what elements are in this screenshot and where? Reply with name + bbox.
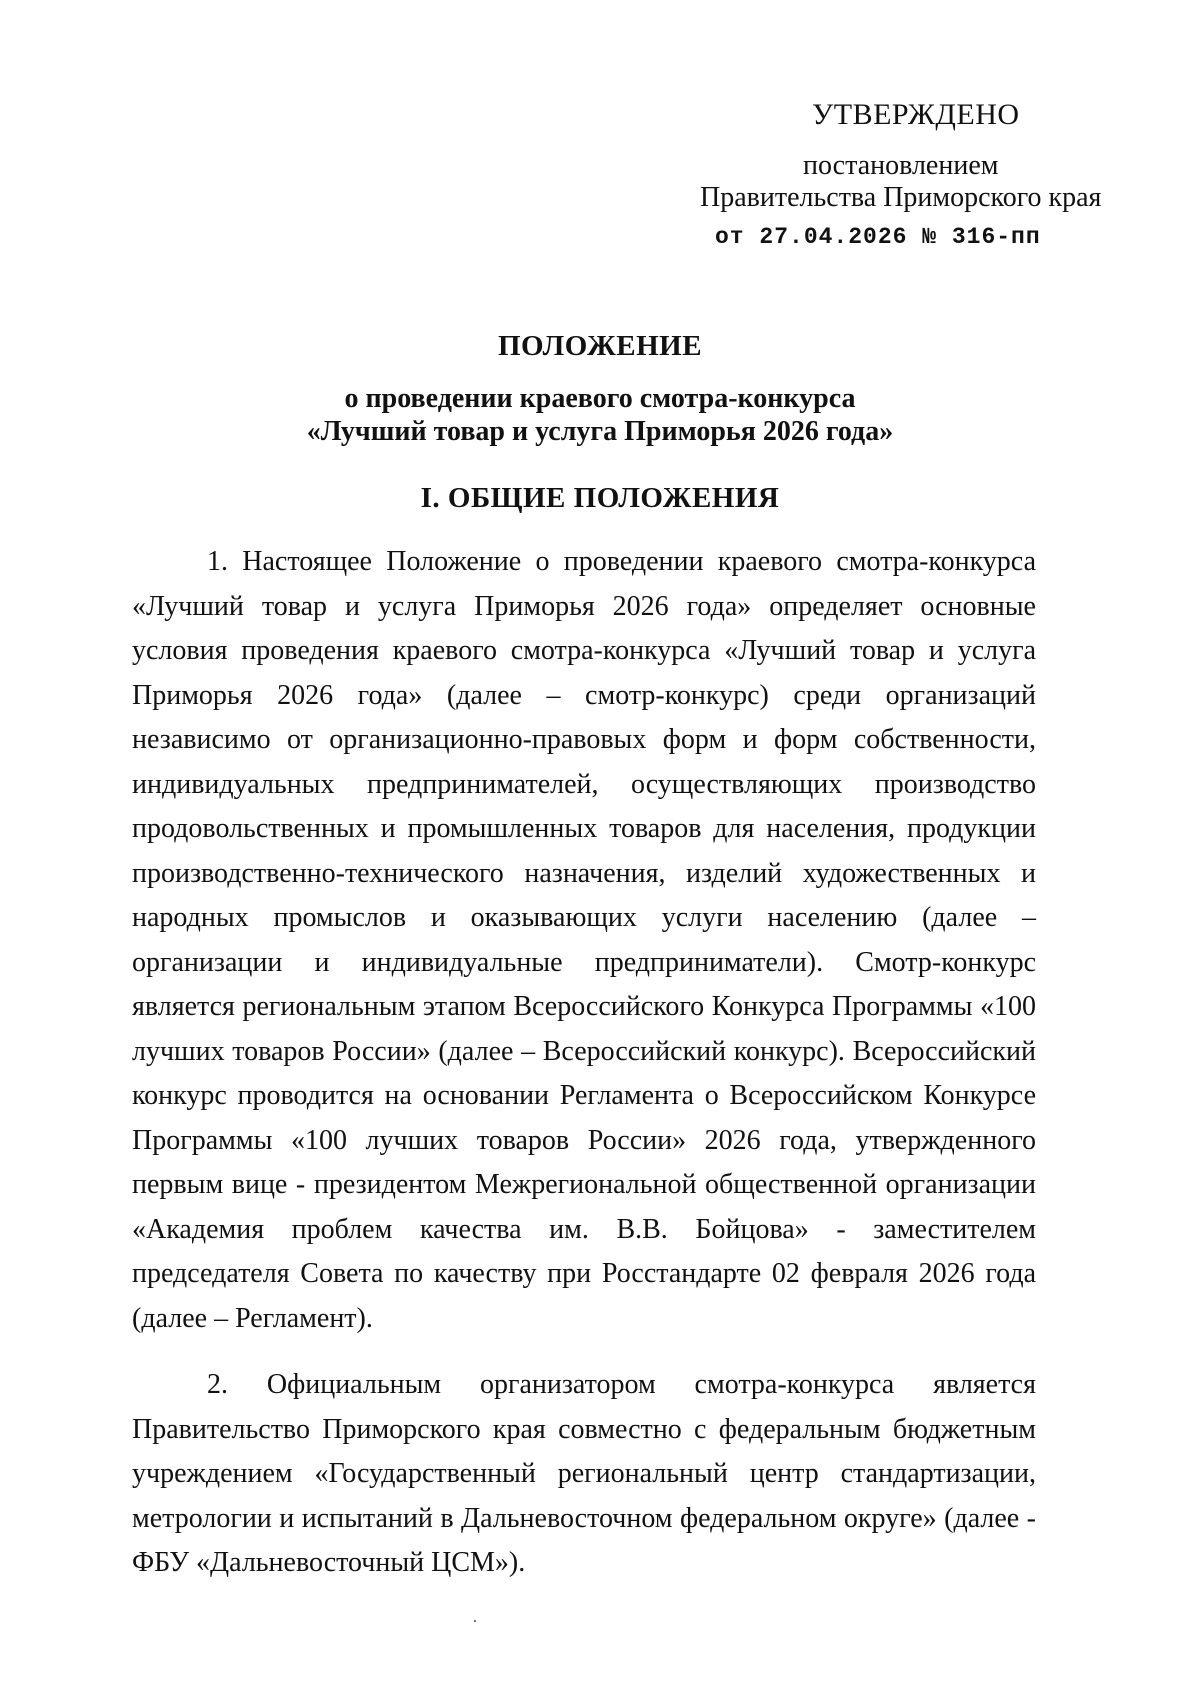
document-subtitle-line-1: о проведении краевого смотра-конкурса: [344, 383, 856, 414]
approval-heading: УТВЕРЖДЕНО: [812, 98, 1020, 131]
scan-speck: [474, 1620, 476, 1622]
document-title: ПОЛОЖЕНИЕ: [497, 330, 703, 362]
paragraph-2: 2. Официальным организатором смотра-конкурса является Правительство Приморского края совместно с федеральным бюджетным учреждением «Государственный региональный центр стандартизации, метрологии и испытаний в Дальневосточном федеральном округе» (далее - ФБУ «Дальневосточный ЦСМ»).: [132, 1369, 1036, 1578]
approval-date-number: от 27.04.2026 № 316-пп: [715, 224, 1041, 250]
approval-authority: Правительства Приморского края: [700, 182, 1102, 213]
document-subtitle-line-2: «Лучший товар и услуга Приморья 2026 года»: [306, 416, 894, 447]
paragraph-1: 1. Настоящее Положение о проведении краевого смотра-конкурса «Лучший товар и услуга Приморья 2026 года» определяет основные условия проведения краевого смотра-конкурса «Лучший товар и услуга Приморья 2026 года» (далее – смотр-конкурс) среди организаций независимо от организационно-правовых форм и форм собственности, индивидуальных предпринимателей, осуществляющих производство продовольственных и промышленных товаров для населения, продукции производственно-технического назначения, изделий художественных и народных промыслов и оказывающих услуги населению (далее – организации и индивидуальные предприниматели). Смотр-конкурс является региональным этапом Всероссийского Конкурса Программы «100 лучших товаров России» (далее – Всероссийский конкурс). Всероссийский конкурс проводится на основании Регламента о Всероссийском Конкурсе Программы «100 лучших товаров России» 2026 года, утвержденного первым вице - президентом Межрегиональной общественной организации «Академия проблем качества им. В.В. Бойцова» - заместителем председателя Совета по качеству при Росстандарте 02 февраля 2026 года (далее – Регламент).: [132, 546, 1036, 1334]
section-heading: I. ОБЩИЕ ПОЛОЖЕНИЯ: [420, 482, 780, 514]
approval-resolution-label: постановлением: [803, 150, 999, 181]
